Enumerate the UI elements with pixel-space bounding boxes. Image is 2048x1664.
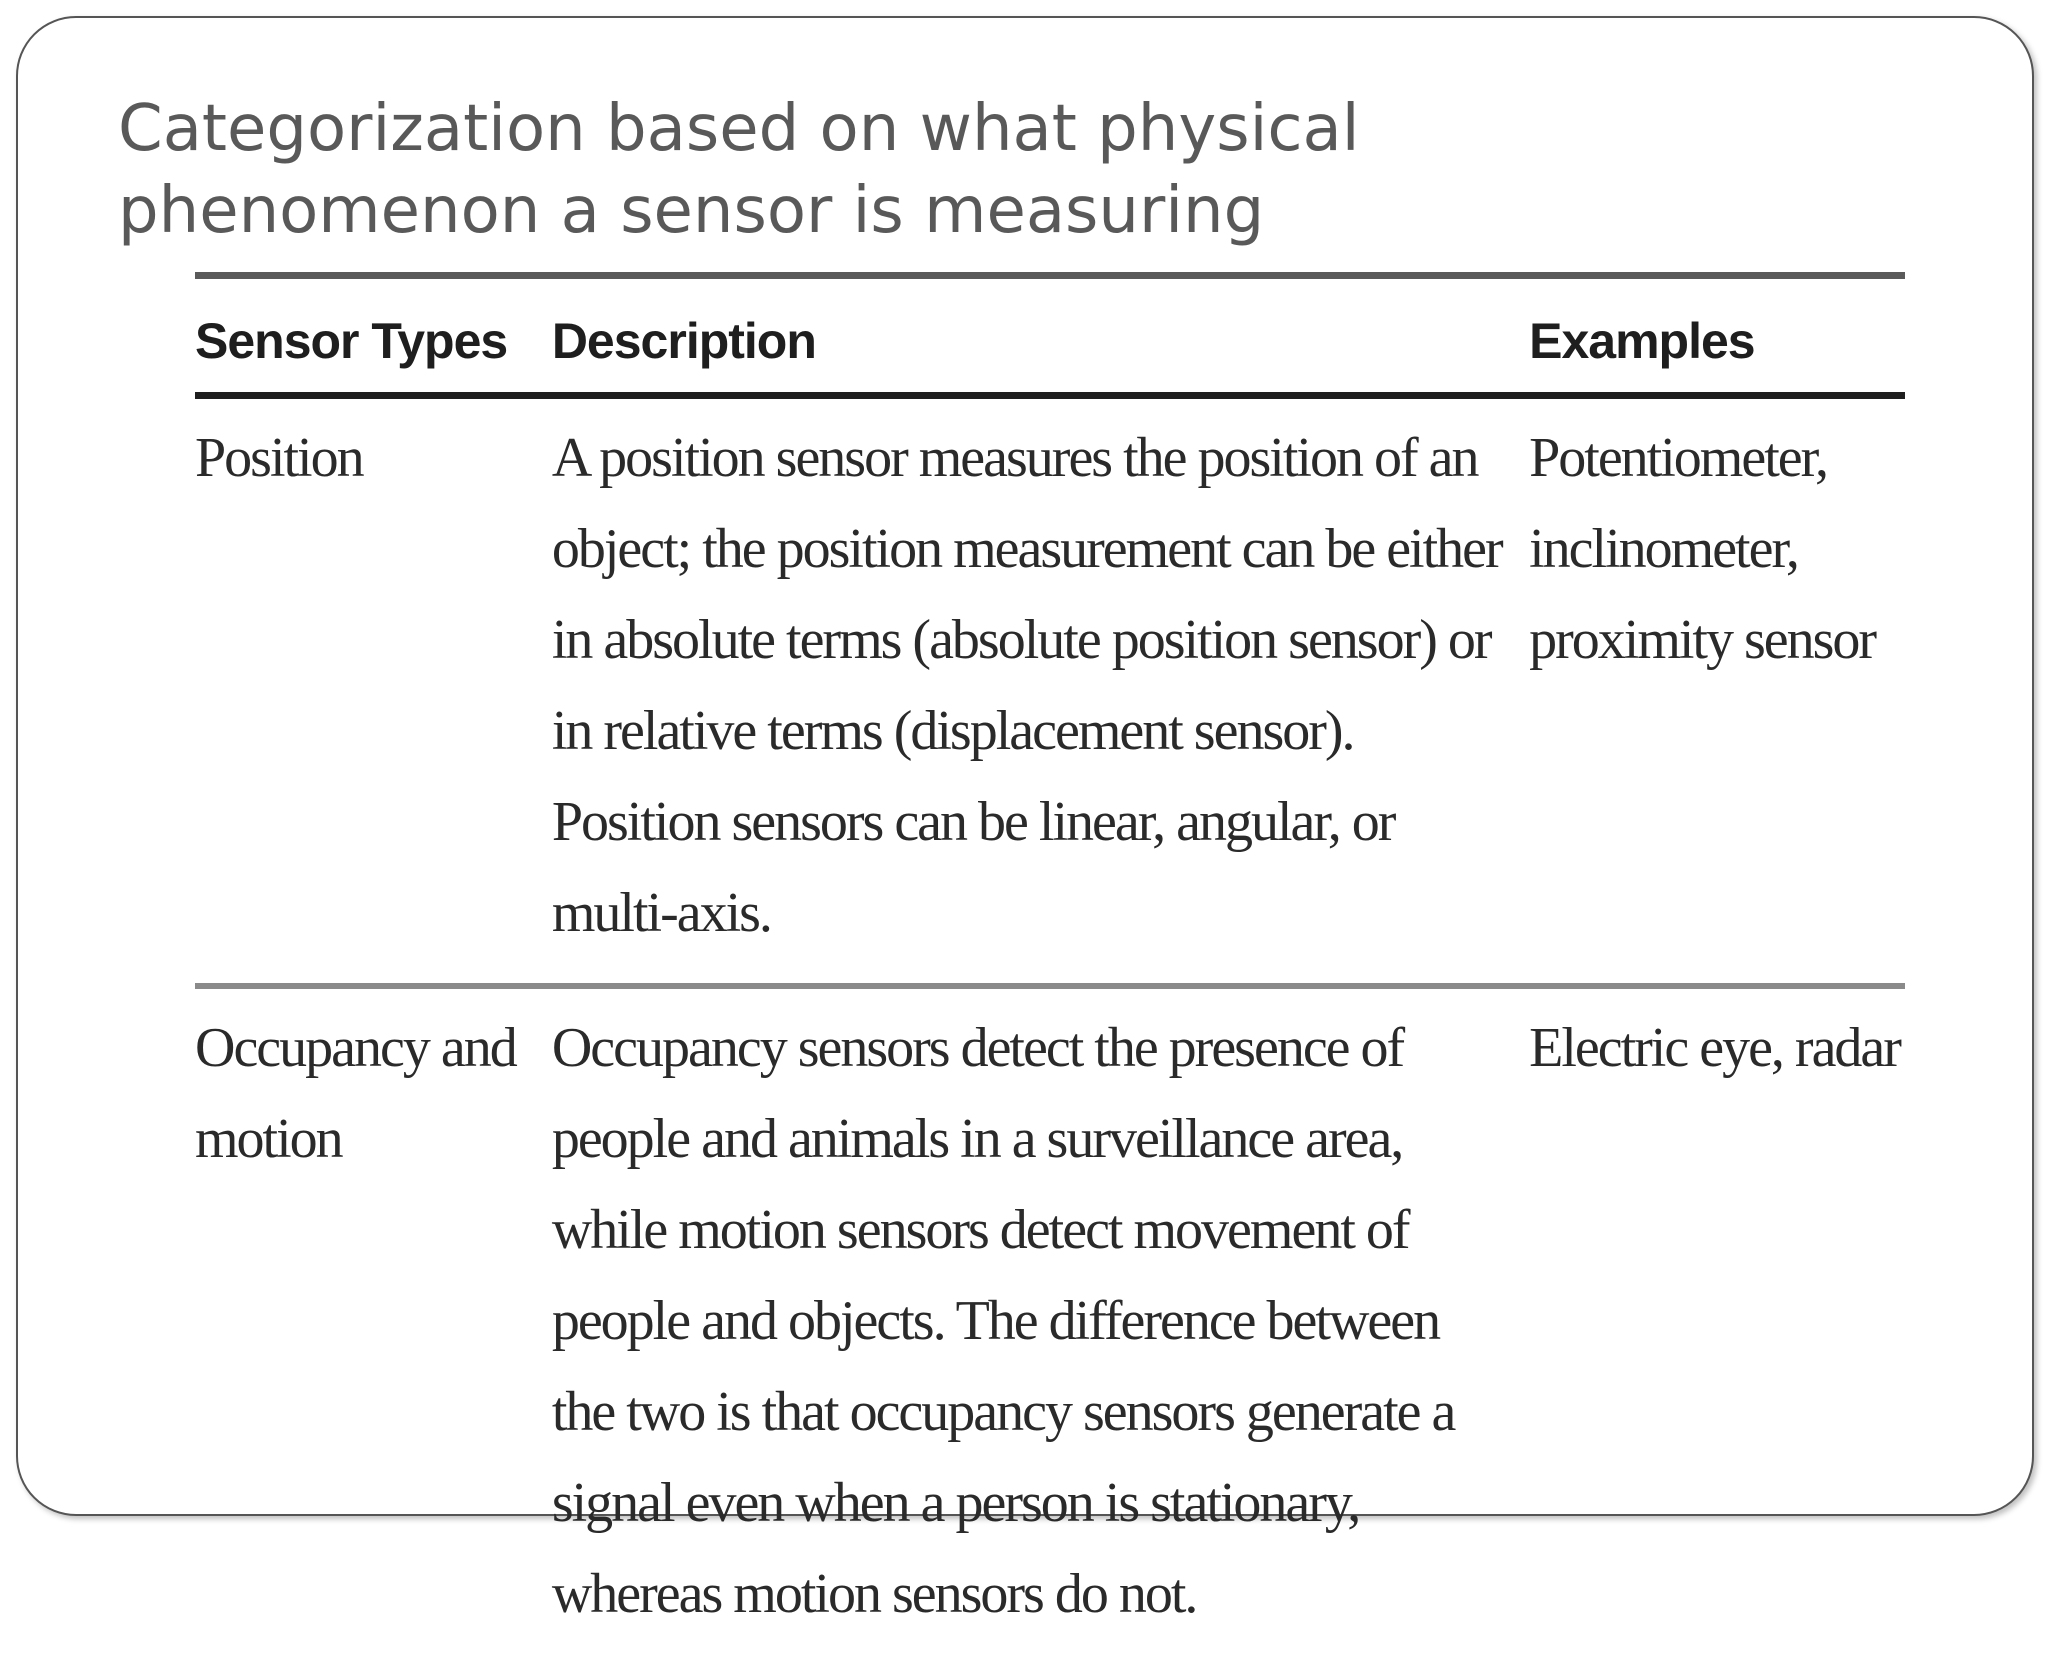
row-sensor-type: Occupancy and motion (195, 986, 552, 1664)
row-examples: Potentiometer, inclinometer, proximity sensor (1529, 427, 1876, 671)
row-description: A position sensor measures the position of an object; the position measurement can be either in absolute terms (absolute position sensor) or in relative terms (displacement sensor). Position sensors can be linear, angular, or multi-axis. (551, 427, 1502, 944)
row-description: Occupancy sensors detect the presence of people and animals in a surveillance area, while motion sensors detect movement of people and objects. The difference between the two is that occupancy sensors generate a signal even when a person is stationary, whereas motion sensors do not. (552, 986, 1529, 1664)
header-description: Description (552, 272, 1529, 396)
header-examples: Examples (1529, 272, 1905, 396)
table-row (195, 396, 1905, 987)
row-examples: Electric eye, radar (1529, 986, 1905, 1664)
slide-title-line-1: Categorization based on what physical (118, 92, 1360, 166)
table-row (195, 986, 1905, 1664)
header-sensor-types: Sensor Types (195, 272, 552, 396)
sensor-types-table (195, 272, 1905, 1664)
row-sensor-type: Position (195, 427, 363, 489)
table-header-row (195, 272, 1905, 396)
slide-title (118, 88, 1418, 252)
slide-title-line-2: phenomenon a sensor is measuring (118, 174, 1265, 248)
